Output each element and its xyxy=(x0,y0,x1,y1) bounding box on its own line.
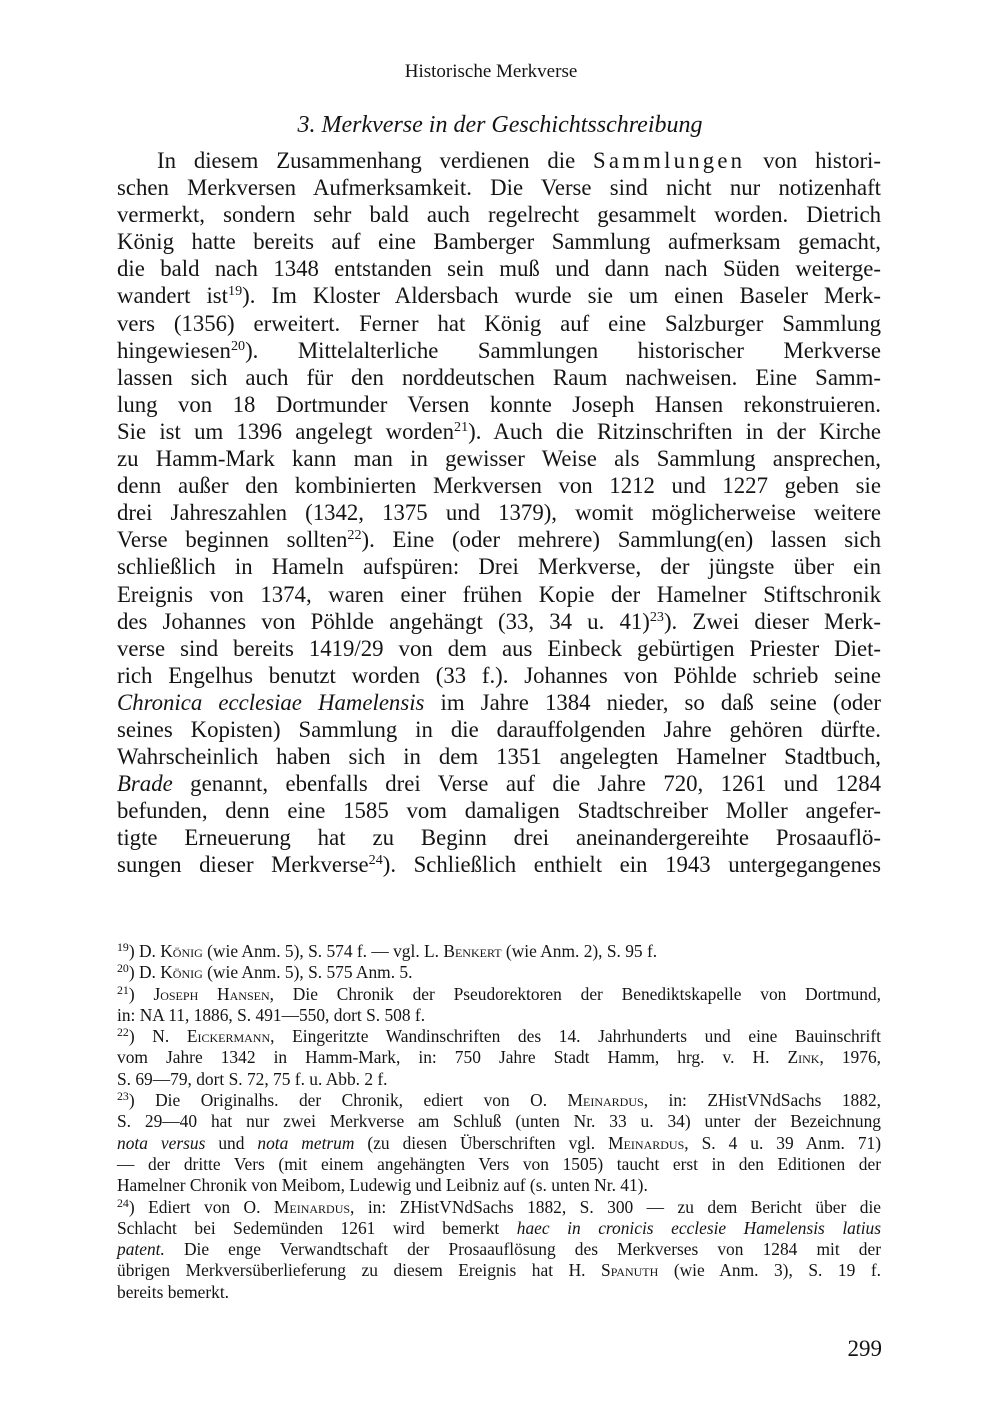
footnote-number: 20 xyxy=(117,961,129,976)
text-line: Wahrscheinlich haben sich in dem 1351 angelegten Hamelner Stadtbuch, xyxy=(117,744,881,770)
text-line: rich Engelhus benutzt worden (33 f.). Johannes von Pöhlde schrieb seine xyxy=(117,662,881,688)
text-line: schließlich in Hameln aufspüren: Drei Merkverse, der jüngste über ein xyxy=(117,554,881,580)
text-line: zu Hamm-Mark kann man in gewisser Weise als Sammlung ansprechen, xyxy=(117,446,881,472)
italic-title: Chronica ecclesiae Hamelensis xyxy=(117,689,425,715)
footnote-line: — der dritte Vers (mit einem angehängten Vers von 1505) taucht erst in den Editionen der xyxy=(117,1153,881,1174)
footnote-line: nota versus und nota metrum (zu diesen Überschriften vgl. Meinardus, S. 4 u. 39 Anm. 71) xyxy=(117,1132,882,1153)
footnote-ref: 20 xyxy=(230,337,246,354)
spaced-emphasis: Sammlungen xyxy=(593,148,746,173)
footnote-ref: 24 xyxy=(368,852,383,869)
text-line: Chronica ecclesiae Hamelensis im Jahre 1384 nieder, so daß seine (oder xyxy=(117,689,881,715)
text-line: wandert ist$^{19}$). Im Kloster Aldersbach wurde sie um einen Baseler Merk- xyxy=(117,283,881,309)
running-head: Historische Merkverse xyxy=(404,61,578,82)
footnote-21: $^{21}$) Joseph Hansen, Die Chronik der Pseudorektoren der Benediktskapelle von Dortmund, xyxy=(117,982,881,1004)
footnote-number: 24 xyxy=(117,1195,129,1210)
footnote-22: $^{22}$) N. Eickermann, Eingeritzte Wandinschriften des 14. Jahrhunderts und eine Bauinschrift xyxy=(117,1025,881,1047)
text-line: drei Jahreszahlen (1342, 1375 und 1379), womit möglicherweise weitere xyxy=(117,500,881,526)
footnote-number: 22 xyxy=(117,1025,129,1040)
footnote-number: 23 xyxy=(117,1089,129,1104)
text-line: Sie ist um 1396 angelegt worden$^{21}$). Auch die Ritzinschriften in der Kirche xyxy=(117,418,881,444)
footnote-ref: 19 xyxy=(228,283,243,300)
text-line: König hatte bereits auf eine Bamberger Sammlung aufmerksam gemacht, xyxy=(117,229,881,255)
text-line: Ereignis von 1374, waren einer frühen Kopie der Hamelner Stiftschronik xyxy=(117,581,881,607)
footnote-line: S. 29—40 hat nur zwei Merkverse am Schluß (unten Nr. 33 u. 34) unter der Bezeichnung xyxy=(117,1111,881,1132)
footnote-line: patent. Die enge Verwandtschaft der Prosaauflösung des Merkverses von 1284 mit der xyxy=(117,1239,881,1260)
footnote-line: bereits bemerkt. xyxy=(117,1281,230,1302)
footnote-line: vom Jahre 1342 in Hamm-Mark, in: 750 Jahre Stadt Hamm, hrg. v. H. Zink, 1976, xyxy=(117,1047,881,1068)
footnote-ref: 23 xyxy=(649,608,664,625)
text-line: verse sind bereits 1419/29 von dem aus Einbeck gebürtigen Priester Diet- xyxy=(117,635,881,661)
italic-title: Brade xyxy=(117,771,173,797)
body-paragraph xyxy=(117,147,881,879)
text-line: die bald nach 1348 entstanden sein muß und dann nach Süden weiterge- xyxy=(117,256,881,282)
footnote-23: $^{23}$) Die Originalhs. der Chronik, ediert von O. Meinardus, in: ZHistVNdSachs 1882, xyxy=(117,1089,881,1111)
footnote-line: Schlacht bei Sedemünden 1261 wird bemerkt haec in cronicis ecclesie Hamelensis latius xyxy=(117,1217,881,1238)
section-title: 3. Merkverse in der Geschichtsschreibung xyxy=(297,112,703,138)
text-line: des Johannes von Pöhlde angehängt (33, 34 u. 41)$^{23}$). Zwei dieser Merk- xyxy=(117,608,881,634)
text-line: schen Merkversen Aufmerksamkeit. Die Verse sind nicht nur notizenhaft xyxy=(117,175,881,201)
text-line: Brade genannt, ebenfalls drei Verse auf die Jahre 720, 1261 und 1284 xyxy=(117,771,881,797)
text-line: denn außer den kombinierten Merkversen von 1212 und 1227 geben sie xyxy=(117,473,881,499)
footnote-line: übrigen Merkversüberlieferung zu diesem Ereignis hat H. Spanuth (wie Anm. 3), S. 19 f. xyxy=(117,1260,881,1281)
text-line: In diesem Zusammenhang verdienen die Sammlungen von histori- xyxy=(157,148,881,173)
text-line: hingewiesen$^{20}$). Mittelalterliche Sammlungen historischer Merkverse xyxy=(117,337,881,363)
footnote-20: $^{20}$) D. König (wie Anm. 5), S. 575 Anm. 5. xyxy=(117,961,413,983)
text-line: sungen dieser Merkverse$^{24}$). Schließlich enthielt ein 1943 untergegangenes xyxy=(117,852,881,878)
footnote-ref: 22 xyxy=(347,527,362,544)
footnote-24: $^{24}$) Ediert von O. Meinardus, in: ZHistVNdSachs 1882, S. 300 — zu dem Bericht über die xyxy=(117,1195,882,1217)
text-line: Verse beginnen sollten$^{22}$). Eine (oder mehrere) Sammlung(en) lassen sich xyxy=(117,527,881,553)
text-line: lung von 18 Dortmunder Versen konnte Joseph Hansen rekonstruieren. xyxy=(117,391,881,417)
text-line: seines Kopisten) Sammlung in die darauffolgenden Jahre gehören dürfte. xyxy=(117,716,881,742)
page-number: 299 xyxy=(847,1336,882,1361)
text-line: befunden, denn eine 1585 vom damaligen Stadtschreiber Moller angefer- xyxy=(117,798,881,824)
footnote-line: Hamelner Chronik von Meibom, Ludewig und Leibniz auf (s. unten Nr. 41). xyxy=(117,1175,648,1196)
footnote-number: 19 xyxy=(117,940,129,955)
footnote-19: $^{19}$) D. König (wie Anm. 5), S. 574 f. — vgl. L. Benkert (wie Anm. 2), S. 95 f. xyxy=(117,940,658,961)
text-line: lassen sich auch für den norddeutschen Raum nachweisen. Eine Samm- xyxy=(117,364,881,390)
text-line: tigte Erneuerung hat zu Beginn drei aneinandergereihte Prosaauflö- xyxy=(117,825,881,851)
footnote-line: S. 69—79, dort S. 72, 75 f. u. Abb. 2 f. xyxy=(117,1068,388,1089)
footnote-line: in: NA 11, 1886, S. 491—550, dort S. 508 f. xyxy=(117,1004,426,1025)
text-line: vermerkt, sondern sehr bald auch regelrecht gesammelt worden. Dietrich xyxy=(117,202,881,228)
footnote-ref: 21 xyxy=(454,419,469,436)
footnote-number: 21 xyxy=(117,982,129,997)
footnotes xyxy=(117,941,881,1303)
text-line: vers (1356) erweitert. Ferner hat König auf eine Salzburger Sammlung xyxy=(117,310,881,336)
